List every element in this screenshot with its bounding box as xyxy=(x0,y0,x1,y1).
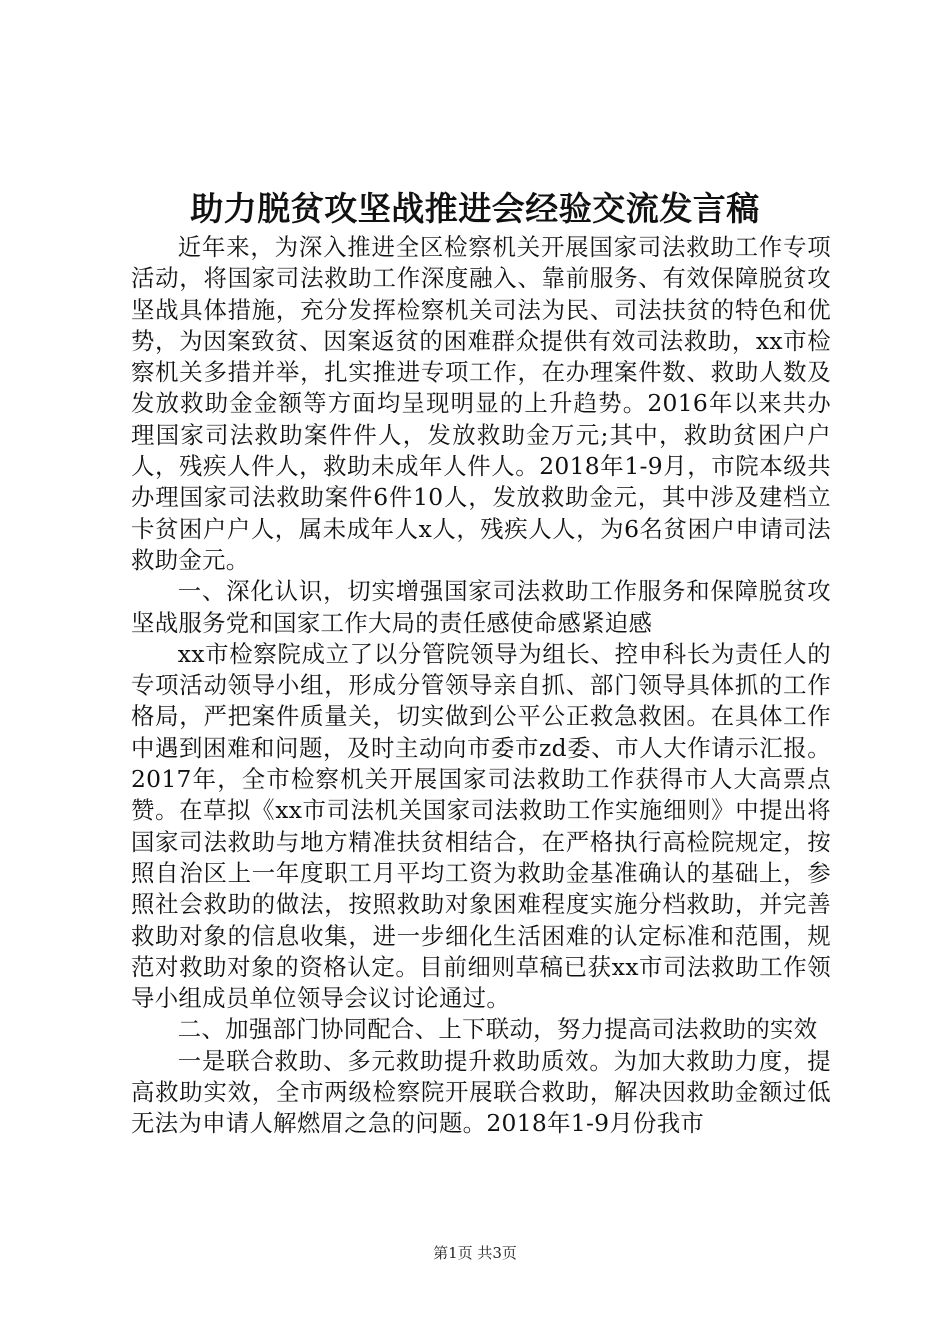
document-title: 助力脱贫攻坚战推进会经验交流发言稿 xyxy=(190,189,760,228)
section-heading-1: 一、深化认识，切实增强国家司法救助工作服务和保障脱贫攻坚战服务党和国家工作大局的责任感使命感紧迫感 xyxy=(131,577,831,637)
section-heading-2: 二、加强部门协同配合、上下联动，努力提高司法救助的实效 xyxy=(177,1015,818,1044)
paragraph-section-1: xx市检察院成立了以分管院领导为组长、控申科长为责任人的专项活动领导小组，形成分管领导亲自抓、部门领导具体抓的工作格局，严把案件质量关，切实做到公平公正救急救困。在具体工作中遇到困难和问题，及时主动向市委市zd委、市人大作请示汇报。2017年，全市检察机关开展国家司法救助工作获得市人大高票点赞。在草拟《xx市司法机关国家司法救助工作实施细则》中提出将国家司法救助与地方精准扶贫相结合，在严格执行高检院规定，按照自治区上一年度职工月平均工资为救助金基准确认的基础上，参照社会救助的做法，按照救助对象困难程度实施分档救助，并完善救助对象的信息收集，进一步细化生活困难的认定标准和范围，规范对救助对象的资格认定。目前细则草稿已获xx市司法救助工作领导小组成员单位领导会议讨论通过。 xyxy=(131,639,831,1013)
document-body xyxy=(131,232,831,1140)
paragraph-intro: 近年来，为深入推进全区检察机关开展国家司法救助工作专项活动，将国家司法救助工作深度融入、靠前服务、有效保障脱贫攻坚战具体措施，充分发挥检察机关司法为民、司法扶贫的特色和优势，为因案致贫、因案返贫的困难群众提供有效司法救助，xx市检察机关多措并举，扎实推进专项工作，在办理案件数、救助人数及发放救助金金额等方面均呈现明显的上升趋势。2016年以来共办理国家司法救助案件件人，发放救助金万元;其中，救助贫困户户人，残疾人件人，救助未成年人件人。2018年1-9月，市院本级共办理国家司法救助案件6件10人，发放救助金元，其中涉及建档立卡贫困户户人，属未成年人x人，残疾人人，为6名贫困户申请司法救助金元。 xyxy=(131,233,831,574)
paragraph-section-2: 一是联合救助、多元救助提升救助质效。为加大救助力度，提高救助实效，全市两级检察院开展联合救助，解决因救助金额过低无法为申请人解燃眉之急的问题。2018年1-9月份我市 xyxy=(131,1046,831,1138)
page-footer: 第1页 共3页 xyxy=(433,1244,517,1262)
